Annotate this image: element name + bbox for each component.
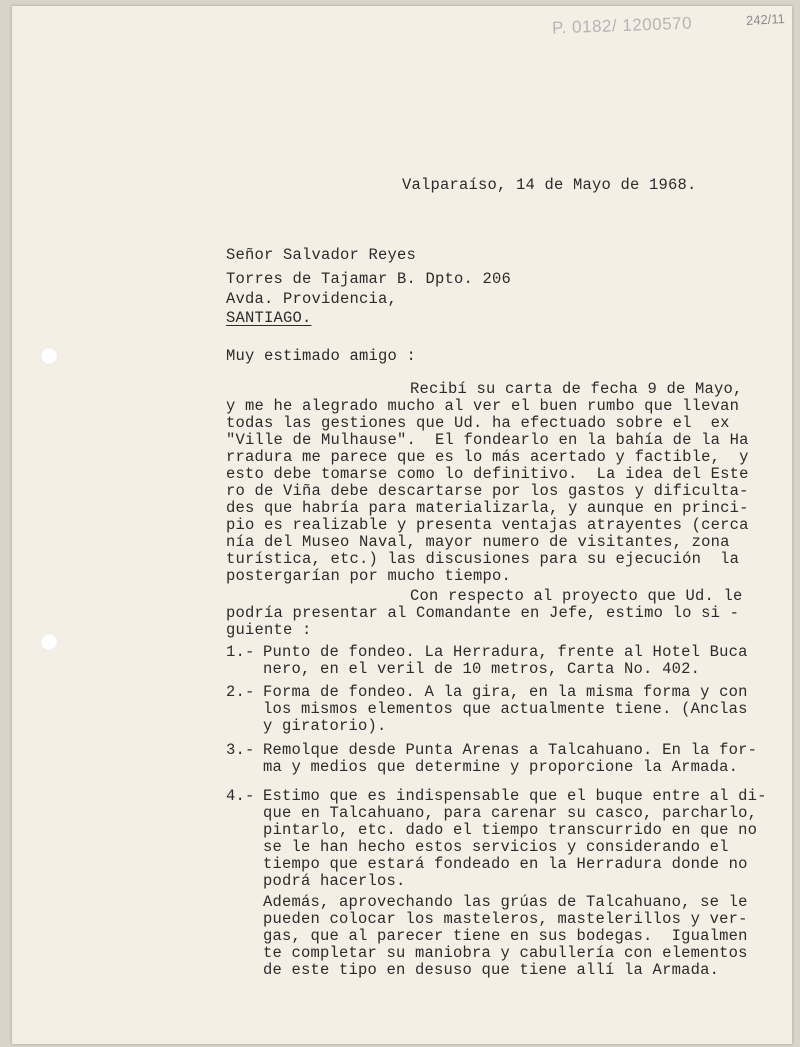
date-line: Valparaíso, 14 de Mayo de 1968. [402, 176, 697, 194]
list-continuation-line: pueden colocar los masteleros, mastelerillos y ver- [263, 910, 748, 928]
list-continuation-line: de este tipo en desuso que tiene allí la Armada. [263, 961, 720, 979]
paragraph-line: ro de Viña debe descartarse por los gastos y dificulta- [226, 482, 749, 500]
list-continuation-line: Además, aprovechando las grúas de Talcahuano, se le [263, 893, 748, 911]
list-line: Forma de fondeo. A la gira, en la misma forma y con [263, 683, 748, 701]
paragraph-line: pio es realizable y presenta ventajas atrayentes (cerca [226, 516, 749, 534]
list-number: 1.- [226, 643, 255, 661]
punch-hole-bottom [40, 633, 58, 651]
paragraph-line: esto debe tomarse como lo definitivo. La idea del Este [226, 465, 749, 483]
list-line: que en Talcahuano, para carenar su casco, parcharlo, [263, 804, 758, 822]
recipient-name: Señor Salvador Reyes [226, 246, 417, 264]
paragraph-line: nía del Museo Naval, mayor numero de visitantes, zona [226, 533, 730, 551]
paragraph-line: podría presentar al Comandante en Jefe, estimo lo si - [226, 604, 740, 622]
corner-reference-mark: 242/11 [745, 10, 786, 29]
list-line: los mismos elementos que actualmente tiene. (Anclas [263, 700, 748, 718]
list-line: pintarlo, etc. dado el tiempo transcurrido en que no [263, 821, 758, 839]
punch-hole-top [40, 347, 58, 365]
paragraph-line: turística, etc.) las discusiones para su ejecución la [226, 550, 740, 568]
paragraph-line: postergarían por mucho tiempo. [226, 567, 512, 585]
recipient-address-line-1: Torres de Tajamar B. Dpto. 206 [226, 270, 512, 288]
paragraph-line: Recibí su carta de fecha 9 de Mayo, [410, 380, 743, 398]
list-continuation-line: te completar su maniobra y cabullería con elementos [263, 944, 748, 962]
list-continuation-line: gas, que al parecer tiene en sus bodegas. Igualmen [263, 927, 748, 945]
paragraph-line: y me he alegrado mucho al ver el buen rumbo que llevan [226, 397, 740, 415]
paragraph-line: todas las gestiones que Ud. ha efectuado sobre el ex [226, 414, 730, 432]
salutation: Muy estimado amigo : [226, 347, 417, 365]
recipient-address-line-2: Avda. Providencia, [226, 290, 398, 308]
list-number: 2.- [226, 683, 255, 701]
paragraph-line: guiente : [226, 621, 312, 639]
paragraph-line: rradura me parece que es lo más acertado y factible, y [226, 448, 749, 466]
list-line: tiempo que estará fondeado en la Herradura donde no [263, 855, 748, 873]
list-line: Estimo que es indispensable que el buque entre al di- [263, 787, 767, 805]
list-line: podrá hacerlos. [263, 872, 406, 890]
list-number: 4.- [226, 787, 255, 805]
list-line: y giratorio). [263, 717, 387, 735]
paragraph-line: Con respecto al proyecto que Ud. le [410, 587, 743, 605]
list-line: nero, en el veril de 10 metros, Carta No. 402. [263, 660, 701, 678]
recipient-city: SANTIAGO. [226, 309, 312, 327]
list-line: ma y medios que determine y proporcione la Armada. [263, 758, 739, 776]
paragraph-line: "Ville de Mulhause". El fondearlo en la bahía de la Ha [226, 431, 749, 449]
letter-page [12, 6, 792, 1044]
list-line: Punto de fondeo. La Herradura, frente al Hotel Buca [263, 643, 748, 661]
list-number: 3.- [226, 741, 255, 759]
archive-reference-mark: P. 0182/ 1200570 [551, 13, 693, 38]
paragraph-line: des que habría para materializarla, y aunque en princi- [226, 499, 749, 517]
list-line: Remolque desde Punta Arenas a Talcahuano. En la for- [263, 741, 758, 759]
list-line: se le han hecho estos servicios y considerando el [263, 838, 729, 856]
